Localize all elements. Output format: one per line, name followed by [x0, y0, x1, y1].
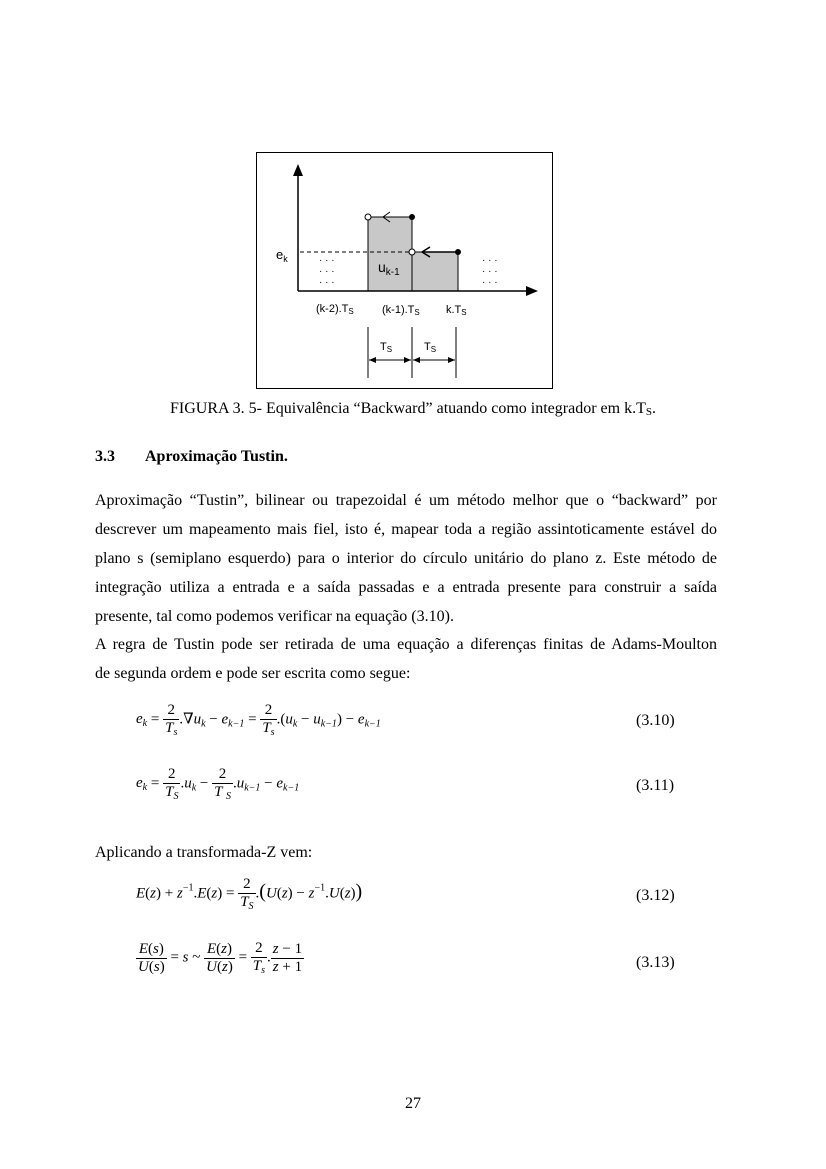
filled-circle-top: [409, 214, 415, 220]
paragraph-z-transform: Aplicando a transformada-Z vem:: [95, 844, 313, 861]
label-ek: $e_k$: [276, 247, 288, 264]
equation-number-3-12: (3.12): [636, 887, 675, 904]
equation-number-3-11: (3.11): [636, 777, 675, 794]
section-number: 3.3: [95, 448, 115, 465]
tick-label-k1: (k-1).TS: [382, 304, 420, 317]
tick-label-k: k.TS: [446, 304, 467, 317]
equation-3-11: $e_k$ = $\frac{2}{T_S}$ $.u_k$ − $\frac{2}{T _S}$ $.u_{k-1} - e_{k-1}$: [136, 766, 300, 802]
section-title: Aproximação Tustin.: [145, 448, 288, 465]
svg-text:· · ·: · · ·: [482, 277, 498, 288]
page-number: 27: [405, 1095, 421, 1112]
paragraph-adams-moulton: A regra de Tustin pode ser retirada de uma equação a diferenças finitas de Adams-Moulton de segunda ordem e pode ser escrita como segue:: [95, 636, 717, 682]
dots-right: [482, 255, 498, 288]
equation-3-13: $\frac{E(s)}{U(s)}$ = s ~ $\frac{E(z)}{U(z)}$ = $\frac{2}{T_s}$ . $\frac{z - 1}{z + 1}$: [138, 940, 303, 976]
svg-text:· · ·: · · ·: [482, 255, 498, 266]
bar-uk1: [368, 217, 412, 291]
paragraph-tustin-intro: Aproximação “Tustin”, bilinear ou trapezoidal é um método melhor que o “backward” por descrever um mapeamento mais fiel, isto é, mapear toda a região assintoticamente estável do plano s (semiplano esquerdo) para o interior do círculo unitário do plano z. Este método de integração utiliza a entrada e a saída passadas e a entrada presente para construir a saída presente, tal como podemos verificar na equação (3.10).: [95, 492, 717, 625]
open-circle-top: [365, 214, 371, 220]
filled-circle-right: [455, 249, 461, 255]
x-axis-arrow: [526, 286, 538, 296]
svg-text:· · ·: · · ·: [319, 266, 335, 277]
ts-label-1: TS: [380, 341, 393, 354]
ts-label-2: TS: [424, 341, 437, 354]
backward-integrator-diagram: [256, 152, 553, 389]
dots-left: [319, 255, 335, 288]
equation-number-3-13: (3.13): [636, 954, 675, 971]
svg-text:· · ·: · · ·: [319, 255, 335, 266]
tick-label-k2: (k-2).TS: [316, 303, 354, 316]
bar-uk: [412, 252, 458, 291]
equation-3-12: $E(z) + z^{-1}.E(z)$ = $\frac{2}{T_S}$ $.(U(z) - z^{-1}.U(z))$: [136, 876, 363, 912]
y-axis-arrow: [293, 164, 303, 176]
svg-text:· · ·: · · ·: [482, 266, 498, 277]
equation-3-10: $e_k$ = $\frac{2}{T_s}$ $.\nabla u_k - e_{k-1}$ = $\frac{2}{T_s}$ $.(u_k - u_{k-1}) - e_{k-1}$: [136, 702, 381, 738]
equation-number-3-10: (3.10): [636, 712, 675, 729]
figure-caption: FIGURA 3. 5- Equivalência “Backward” atuando como integrador em k.TS.: [170, 400, 656, 418]
open-circle-mid: [409, 249, 415, 255]
svg-text:· · ·: · · ·: [319, 277, 335, 288]
label-uk1: $u_{k-1}$: [378, 259, 400, 278]
